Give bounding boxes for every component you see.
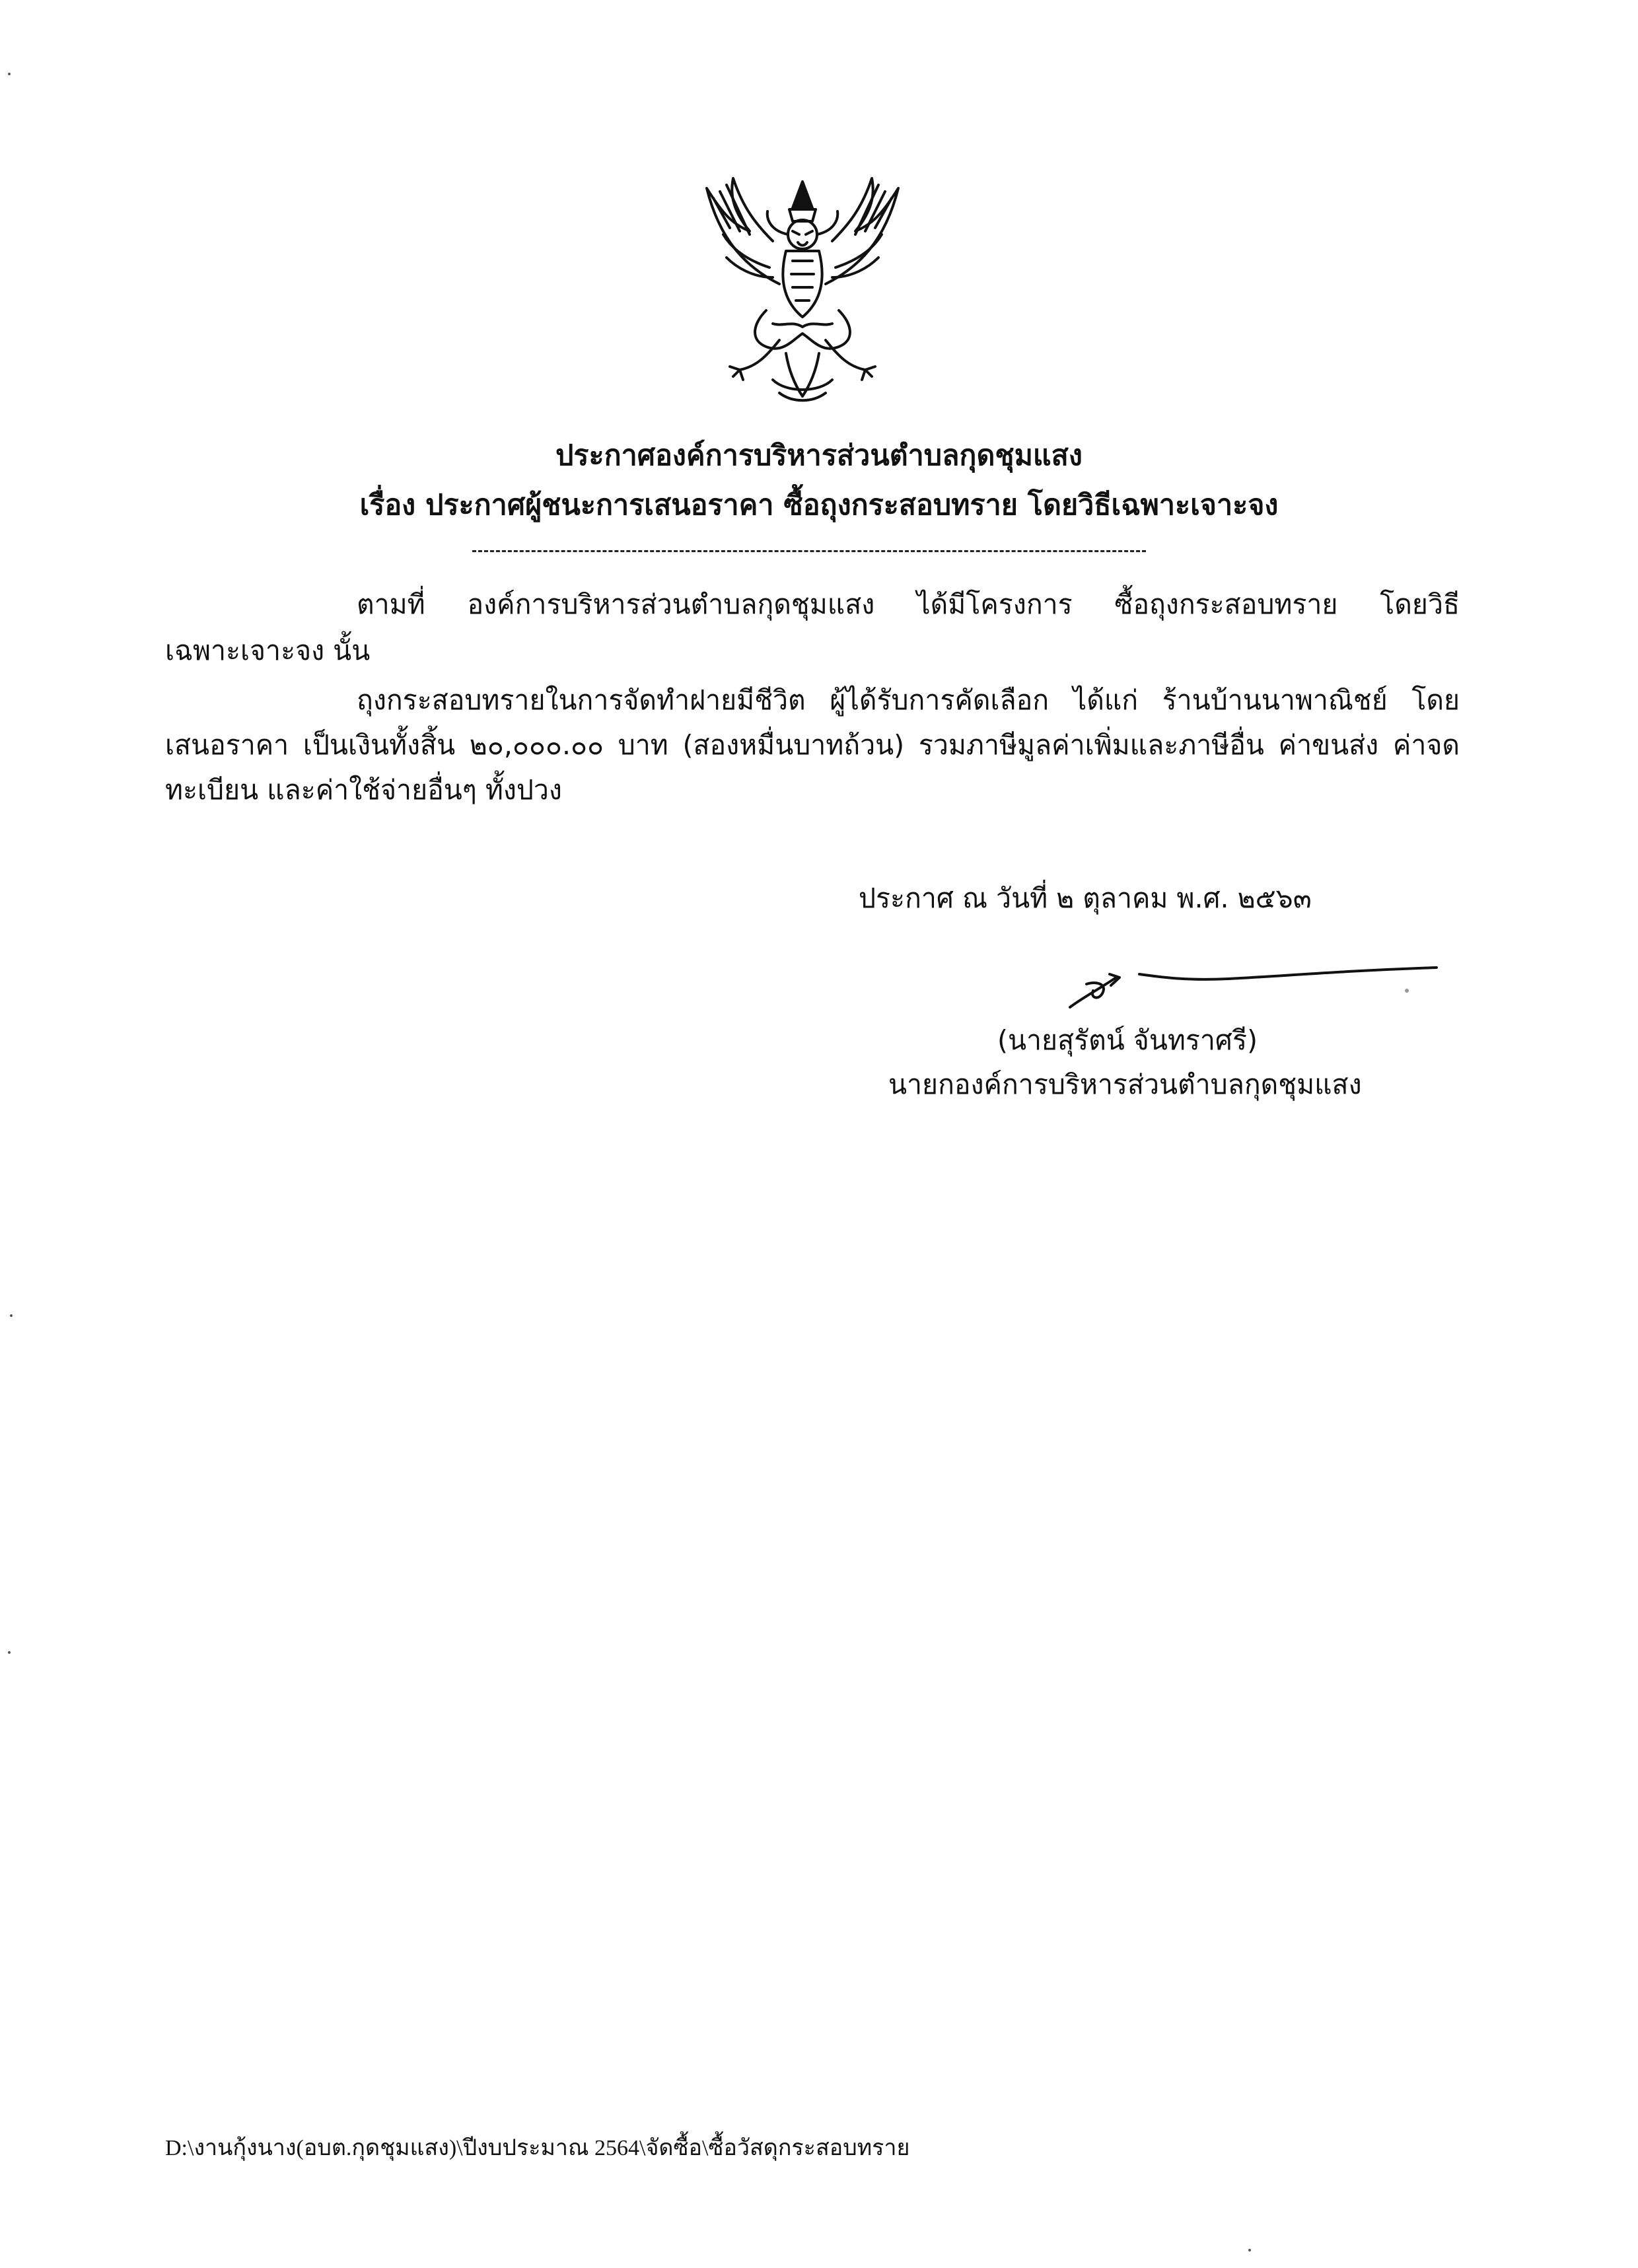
- document-title: ประกาศองค์การบริหารส่วนตำบลกุดชุมแสง: [555, 439, 1083, 472]
- scan-speck: [8, 73, 11, 75]
- title-divider: [472, 550, 1146, 552]
- signatory-name: (นายสุรัตน์ จันทราศรี): [997, 1024, 1258, 1056]
- paragraph-2-line-1: ถุงกระสอบทรายในการจัดทำฝายมีชีวิต ผู้ได้รับการคัดเลือก ได้แก่ ร้านบ้านนาพาณิชย์ โดย: [357, 684, 1460, 716]
- paragraph-1-line-1: ตามที่ องค์การบริหารส่วนตำบลกุดชุมแสง ได้มีโครงการ ซื้อถุงกระสอบทราย โดยวิธี: [357, 588, 1460, 620]
- signatory-position: นายกองค์การบริหารส่วนตำบลกุดชุมแสง: [888, 1069, 1362, 1100]
- handwritten-signature: [1057, 951, 1446, 1024]
- announcement-date: ประกาศ ณ วันที่ ๒ ตุลาคม พ.ศ. ๒๕๖๓: [859, 882, 1312, 914]
- footer-file-path: D:\งานกุ้งนาง(อบต.กุดชุมแสง)\ปีงบประมาณ 2564\จัดซื้อ\ซื้อวัสดุกระสอบทราย: [165, 2136, 910, 2160]
- paragraph-1-line-2: เฉพาะเจาะจง นั้น: [165, 635, 371, 666]
- document-subject: เรื่อง ประกาศผู้ชนะการเสนอราคา ซื้อถุงกระสอบทราย โดยวิธีเฉพาะเจาะจง: [359, 489, 1279, 522]
- paragraph-2-line-2: เสนอราคา เป็นเงินทั้งสิ้น ๒๐,๐๐๐.๐๐ บาท (สองหมื่นบาทถ้วน) รวมภาษีมูลค่าเพิ่มและภาษีอื่น ค่าขนส่ง ค่าจด: [165, 729, 1460, 761]
- scan-speck: [8, 1651, 11, 1654]
- scan-speck: [1248, 2249, 1251, 2251]
- paragraph-2-line-3: ทะเบียน และค่าใช้จ่ายอื่นๆ ทั้งปวง: [165, 774, 562, 806]
- scan-speck: [10, 1314, 13, 1317]
- garuda-emblem-icon: [694, 168, 911, 413]
